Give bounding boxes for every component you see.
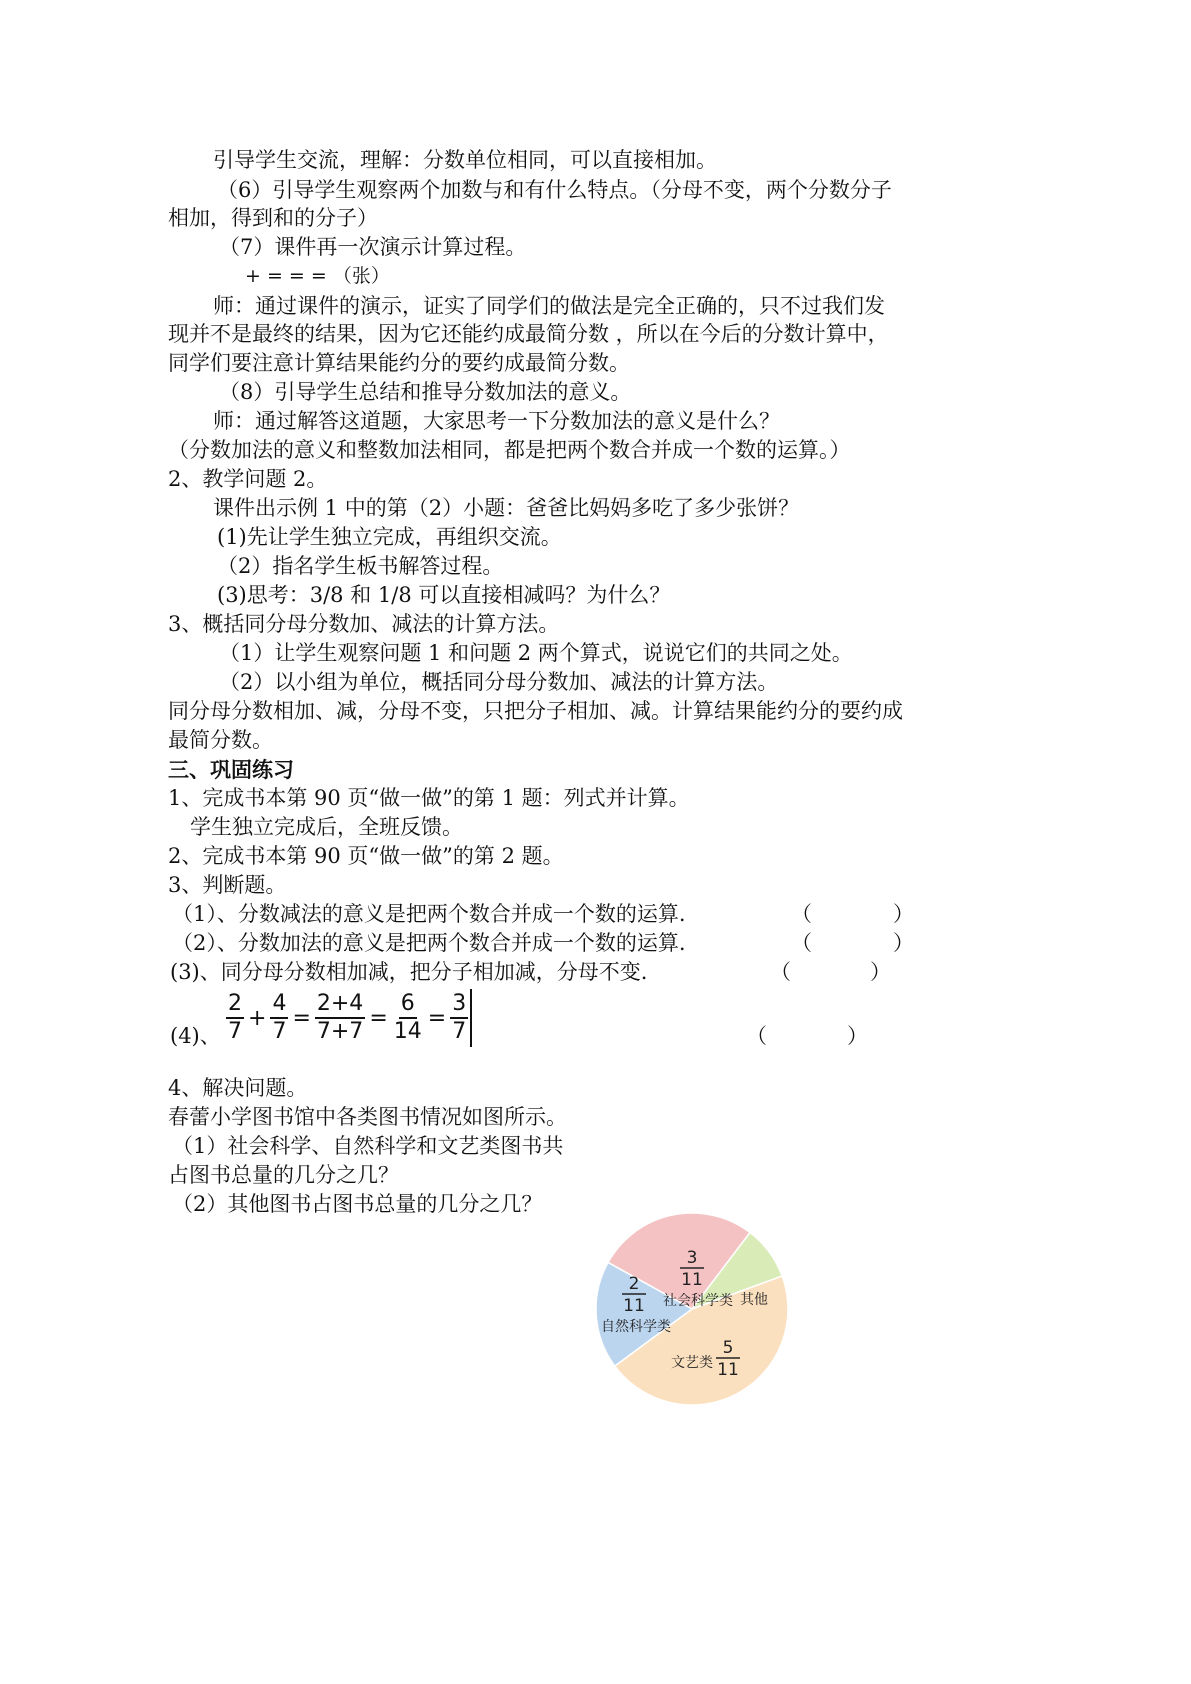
slice-fraction-numerator: 3 [686, 1248, 698, 1268]
text-line: + = = = （张） [245, 265, 390, 287]
text-line: 春蕾小学图书馆中各类图书情况如图所示。 [168, 1105, 567, 1129]
text-line: 3、判断题。 [168, 873, 287, 897]
text-line: （6）引导学生观察两个加数与和有什么特点。（分母不变，两个分数分子 [217, 178, 892, 202]
text-line: （7）课件再一次演示计算过程。 [219, 235, 527, 259]
text-line: 同学们要注意计算结果能约分的要约成最简分数。 [168, 351, 630, 375]
fraction: $\frac{3}{7}$ [452, 991, 467, 1044]
answer-paren-open: （ [770, 960, 791, 984]
slice-label: 其他 [740, 1292, 768, 1308]
judgment-item-3: (3)、同分母分数相加减，把分子相加减，分母不变. [170, 960, 648, 984]
equals-sign: = [292, 1005, 311, 1031]
text-line: 相加，得到和的分子） [168, 206, 378, 230]
text-line: 占图书总量的几分之几？ [168, 1163, 399, 1187]
text-line: 师：通过课件的演示，证实了同学们的做法是完全正确的，只不过我们发 [213, 294, 885, 318]
answer-paren-open: （ [791, 902, 812, 926]
text-line: 1、完成书本第 90 页“做一做”的第 1 题：列式并计算。 [168, 786, 690, 810]
text-line: （2）其他图书占图书总量的几分之几？ [172, 1192, 543, 1216]
judgment-item-4-label: (4)、 [170, 1024, 221, 1048]
slice-label: 自然科学类 [601, 1319, 671, 1335]
answer-paren-open: （ [791, 931, 812, 955]
text-line: (3)思考：3/8 和 1/8 可以直接相减吗？为什么？ [217, 583, 671, 607]
answer-paren-close: ） [870, 960, 891, 984]
text-line: （2）以小组为单位，概括同分母分数加、减法的计算方法。 [219, 670, 779, 694]
equals-sign: = [427, 1005, 447, 1031]
text-line: 4、解决问题。 [168, 1076, 308, 1100]
text-line: 现并不是最终的结果，因为它还能约成最简分数 ，所以在今后的分数计算中， [168, 322, 889, 346]
text-line: 同分母分数相加、减，分母不变，只把分子相加、减。计算结果能约分的要约成 [168, 699, 903, 723]
text-line: 学生独立完成后，全班反馈。 [190, 815, 463, 839]
cursor-bar [470, 989, 472, 1047]
fraction: $\frac{4}{7}$ [272, 991, 287, 1044]
slice-label: 文艺类 [671, 1355, 713, 1371]
slice-fraction-denominator: 11 [681, 1270, 703, 1290]
text-line: （1）让学生观察问题 1 和问题 2 两个算式，说说它们的共同之处。 [219, 641, 853, 665]
slice-fraction-denominator: 11 [717, 1360, 739, 1380]
equals-sign: = [369, 1005, 388, 1031]
text-line: 师：通过解答这道题，大家思考一下分数加法的意义是什么？ [213, 409, 780, 433]
answer-paren-close: ） [847, 1024, 868, 1048]
plus-sign: + [248, 1005, 267, 1031]
answer-paren-close: ） [893, 931, 914, 955]
answer-paren-open: （ [746, 1024, 767, 1048]
pie-chart [579, 1201, 809, 1431]
text-line: 2、完成书本第 90 页“做一做”的第 2 题。 [168, 844, 564, 868]
fraction: $\frac{2}{7}$ [228, 991, 242, 1044]
slice-label: 社会科学类 [663, 1293, 733, 1309]
fraction: $\frac{6}{14}$ [393, 991, 422, 1044]
text-line: 2、教学问题 2。 [168, 467, 328, 491]
slice-fraction-numerator: 5 [722, 1338, 734, 1358]
fraction-equation [226, 989, 472, 1047]
text-line: （1）社会科学、自然科学和文艺类图书共 [172, 1134, 564, 1158]
text-line: 3、概括同分母分数加、减法的计算方法。 [168, 612, 560, 636]
text-line: （分数加法的意义和整数加法相同，都是把两个数合并成一个数的运算。） [168, 438, 851, 462]
slice-fraction-numerator: 2 [628, 1274, 640, 1294]
text-line: 引导学生交流，理解：分数单位相同，可以直接相加。 [213, 148, 717, 172]
fraction: $\frac{2+4}{7+7}$ [316, 991, 364, 1044]
slice-fraction-denominator: 11 [623, 1296, 645, 1316]
text-line: 课件出示例 1 中的第（2）小题：爸爸比妈妈多吃了多少张饼？ [213, 496, 800, 520]
judgment-item-2: （2）、分数加法的意义是把两个数合并成一个数的运算. [172, 931, 686, 955]
text-line: (1)先让学生独立完成，再组织交流。 [217, 525, 562, 549]
text-line: 最简分数。 [168, 728, 273, 752]
section-heading: 三、巩固练习 [168, 757, 294, 782]
judgment-item-1: （1）、分数减法的意义是把两个数合并成一个数的运算. [172, 902, 686, 926]
text-line: （8）引导学生总结和推导分数加法的意义。 [219, 380, 632, 404]
answer-paren-close: ） [893, 902, 914, 926]
text-line: （2）指名学生板书解答过程。 [217, 554, 504, 578]
